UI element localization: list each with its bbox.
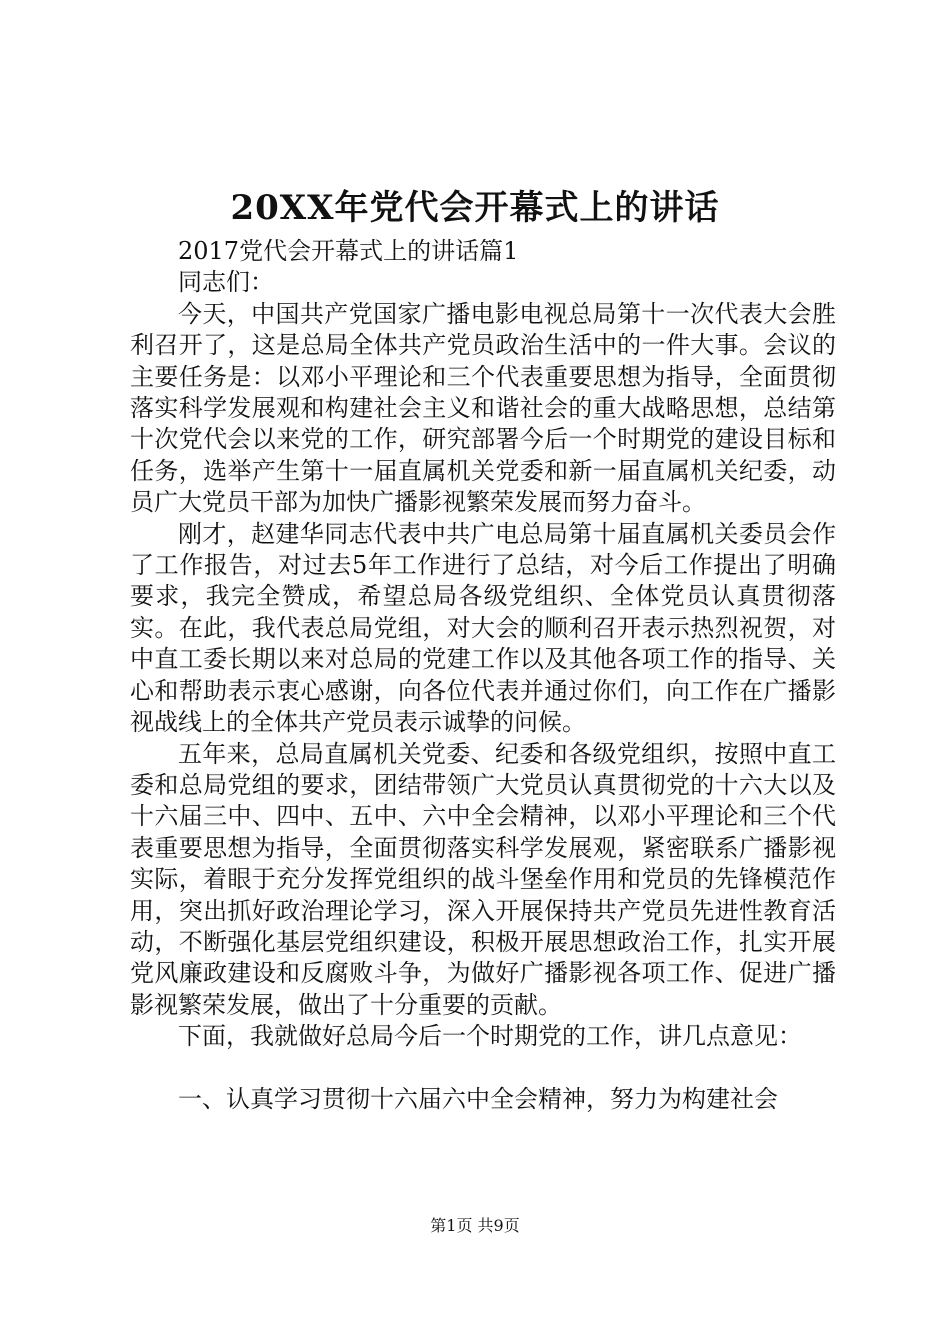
salutation: 同志们： [178,268,274,297]
paragraph: 下面，我就做好总局今后一个时期党的工作，讲几点意见： [178,1022,802,1051]
document-title: 20XX年党代会开幕式上的讲话 [230,188,720,228]
subsection-heading: 一、认真学习贯彻十六届六中全会精神，努力为构建社会 [178,1084,778,1113]
section-heading: 2017党代会开幕式上的讲话篇1 [178,237,519,265]
paragraph: 今天，中国共产党国家广播电影电视总局第十一次代表大会胜利召开了，这是总局全体共产党员政治生活中的一件大事。会议的主要任务是：以邓小平理论和三个代表重要思想为指导，全面贯彻落实科学发展观和构建社会主义和谐社会的重大战略思想，总结第十次党代会以来党的工作，研究部署今后一个时期党的建设目标和任务，选举产生第十一届直属机关党委和新一届直属机关纪委，动员广大党员干部为加快广播影视繁荣发展而努力奋斗。 [130,299,836,517]
paragraph: 刚才，赵建华同志代表中共广电总局第十届直属机关委员会作了工作报告，对过去5年工作进行了总结，对今后工作提出了明确要求，我完全赞成，希望总局各级党组织、全体党员认真贯彻落实。在此，我代表总局党组，对大会的顺利召开表示热烈祝贺，对中直工委长期以来对总局的党建工作以及其他各项工作的指导、关心和帮助表示衷心感谢，向各位代表并通过你们，向工作在广播影视战线上的全体共产党员表示诚挚的问候。 [130,519,836,737]
page-footer: 第1页 共9页 [430,1216,520,1235]
document-body [130,236,836,1115]
paragraph: 五年来，总局直属机关党委、纪委和各级党组织，按照中直工委和总局党组的要求，团结带领广大党员认真贯彻党的十六大以及十六届三中、四中、五中、六中全会精神，以邓小平理论和三个代表重要思想为指导，全面贯彻落实科学发展观，紧密联系广播影视实际，着眼于充分发挥党组织的战斗堡垒作用和党员的先锋模范作用，突出抓好政治理论学习，深入开展保持共产党员先进性教育活动，不断强化基层党组织建设，积极开展思想政治工作，扎实开展党风廉政建设和反腐败斗争，为做好广播影视各项工作、促进广播影视繁荣发展，做出了十分重要的贡献。 [130,739,836,1019]
